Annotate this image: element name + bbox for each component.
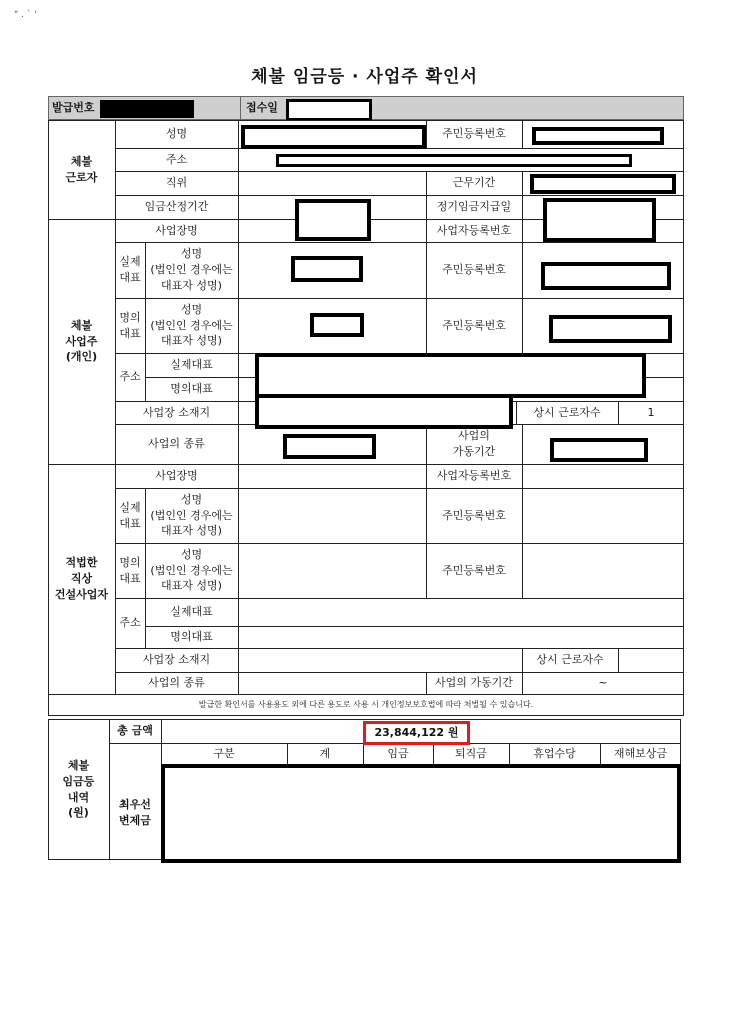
contractor-address-nominal-label: 명의대표 <box>170 630 213 644</box>
worker-period-label: 근무기간 <box>452 176 496 190</box>
contractor-op-period-value: ~ <box>598 676 608 690</box>
employer-biz-name-label: 사업장명 <box>155 223 198 237</box>
contractor-col-line <box>618 648 619 672</box>
employer-address-actual-label: 실제대표 <box>170 358 213 372</box>
contractor-col-line <box>522 464 523 598</box>
worker-name-label: 성명 <box>165 127 188 141</box>
employer-col-line <box>522 424 523 464</box>
arrears-col-sum: 계 <box>319 747 331 761</box>
contractor-actual-rep-label: 실제 대표 <box>119 500 141 530</box>
worker-section-label: 체불 근로자 <box>65 154 98 184</box>
contractor-col-line <box>238 464 239 694</box>
contractor-location-label: 사업장 소재지 <box>142 653 211 667</box>
privacy-notice: 발급한 확인서를 사용용도 외에 다른 용도로 사용 시 개인정보보호법에 따라 처벌될 수 있습니다. <box>198 700 534 710</box>
employer-col-line <box>522 219 523 353</box>
worker-rrn-redaction <box>532 127 664 145</box>
employer-actual-rep-name-label: 성명 (법인인 경우에는 대표자 성명) <box>150 247 233 292</box>
worker-wage-calc-period-label: 임금산정기간 <box>144 200 209 214</box>
header-divider <box>240 97 241 119</box>
contractor-biz-type-label: 사업의 종류 <box>148 676 205 690</box>
received-date-label: 접수일 <box>246 101 278 115</box>
contractor-employees-label: 상시 근로자수 <box>536 653 604 667</box>
total-amount-value: 23,844,122 원 <box>374 726 459 740</box>
worker-col-line <box>522 120 523 148</box>
arrears-col-category: 구분 <box>213 747 235 761</box>
employer-address-label: 주소 <box>119 370 141 384</box>
received-date-redaction <box>286 99 372 121</box>
contractor-biz-reg-no-label: 사업자등록번호 <box>436 469 512 483</box>
contractor-address-label: 주소 <box>119 616 141 630</box>
arrears-col-wage: 임금 <box>387 747 409 761</box>
employer-actual-rep-rrn-redaction <box>541 262 671 290</box>
employer-actual-rep-label: 실제 대표 <box>119 255 141 284</box>
document-title: 체불 임금등 · 사업주 확인서 <box>251 67 478 87</box>
employer-biz-reg-no-label: 사업자등록번호 <box>436 223 512 237</box>
arrears-body-redaction <box>161 764 681 863</box>
arrears-section-label: 체불 임금등 내역 (원) <box>62 758 95 820</box>
employer-employees-label: 상시 근로자수 <box>533 405 601 419</box>
employer-location-redaction <box>255 394 513 429</box>
arrears-col-severance: 퇴직금 <box>455 747 487 761</box>
scan-marks: " . ` ' <box>14 10 37 20</box>
issue-no-redaction <box>100 100 194 118</box>
worker-period-redaction <box>530 174 676 194</box>
arrears-col-leave-allowance: 휴업수당 <box>533 747 576 761</box>
worker-address-redaction <box>276 154 632 167</box>
arrears-total-label: 총 금액 <box>117 724 153 738</box>
arrears-col-accident-compensation: 재해보상금 <box>613 747 668 761</box>
employer-biz-type-redaction <box>283 434 376 459</box>
employer-section-label: 체불 사업주 (개인) <box>65 318 98 364</box>
employer-nominal-rep-rrn-label: 주민등록번호 <box>442 318 506 332</box>
employer-op-period-label: 사업의 가동기간 <box>452 429 496 458</box>
employer-employees-value: 1 <box>647 405 655 419</box>
issue-no-label: 발급번호 <box>52 101 95 115</box>
worker-name-redaction <box>241 125 426 149</box>
worker-rrn-label: 주민등록번호 <box>442 127 506 141</box>
worker-position-label: 직위 <box>165 176 188 190</box>
employer-biz-type-label: 사업의 종류 <box>148 437 205 451</box>
employer-nominal-rep-name-label: 성명 (법인인 경우에는 대표자 성명) <box>150 302 233 348</box>
contractor-nominal-rep-rrn-label: 주민등록번호 <box>442 563 506 577</box>
worker-col-line <box>522 171 523 219</box>
employer-col-line <box>238 219 239 401</box>
contractor-actual-rep-rrn-label: 주민등록번호 <box>442 508 506 522</box>
worker-col-line <box>238 120 239 219</box>
contractor-op-period-label: 사업의 가동기간 <box>435 676 513 690</box>
worker-pay-date-redaction <box>543 198 656 242</box>
contractor-biz-name-label: 사업장명 <box>155 469 198 483</box>
contractor-nominal-rep-label: 명의 대표 <box>119 555 141 585</box>
employer-address-redaction <box>255 353 646 398</box>
employer-actual-rep-name-redaction <box>291 256 363 282</box>
employer-address-nominal-label: 명의대표 <box>170 382 213 396</box>
contractor-section-label: 적법한 직상 건설사업자 <box>54 556 109 601</box>
employer-col-line <box>238 401 239 464</box>
employer-location-label: 사업장 소재지 <box>142 405 211 419</box>
contractor-actual-rep-name-label: 성명 (법인인 경우에는 대표자 성명) <box>150 492 233 538</box>
employer-nominal-rep-name-redaction <box>310 313 364 337</box>
worker-wage-calc-period-redaction <box>295 199 371 241</box>
worker-address-label: 주소 <box>165 152 188 166</box>
contractor-address-actual-label: 실제대표 <box>170 605 213 619</box>
employer-nominal-rep-rrn-redaction <box>549 315 672 343</box>
employer-op-period-redaction <box>550 438 648 462</box>
worker-pay-date-label: 정기임금지급일 <box>436 200 512 214</box>
contractor-nominal-rep-name-label: 성명 (법인인 경우에는 대표자 성명) <box>150 547 233 593</box>
arrears-priority-label: 최우선 변제금 <box>119 797 151 827</box>
employer-nominal-rep-label: 명의 대표 <box>119 310 141 340</box>
employer-actual-rep-rrn-label: 주민등록번호 <box>442 263 506 277</box>
